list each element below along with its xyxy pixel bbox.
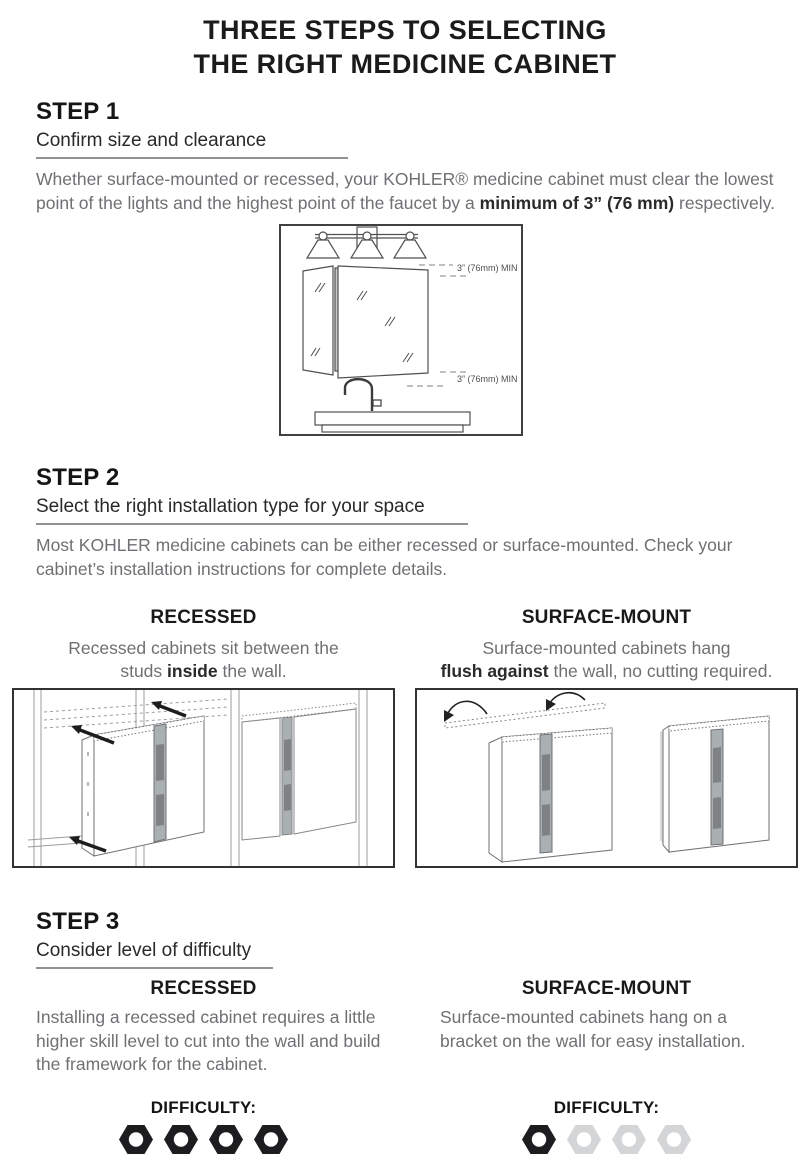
difficulty-label: DIFFICULTY: [150,1098,257,1117]
step1-subtitle: Confirm size and clearance [36,130,267,151]
difficulty-nut-row [415,1125,798,1154]
step2-recessed-column [12,607,395,683]
hex-nut-icon [657,1125,691,1154]
hex-nut-icon [209,1125,243,1154]
recessed-title-step3: RECESSED [150,978,257,999]
page-title-line2: THE RIGHT MEDICINE CABINET [193,49,617,79]
surface-difficulty-rating [415,1098,798,1154]
vanity-light-fixture-icon [307,227,426,258]
step3-heading: STEP 3 [36,908,120,935]
hex-nut-icon [164,1125,198,1154]
surface-mount-title-step3: SURFACE-MOUNT [521,978,692,999]
recessed-illustration [12,688,395,868]
clearance-diagram-drawing [281,226,521,434]
hex-nut-icon [254,1125,288,1154]
surface-mount-illustration-drawing [417,690,796,866]
step3-section [36,909,798,969]
recessed-difficulty-rating [12,1098,395,1154]
surface-mount-illustration [415,688,798,868]
page-title [0,13,810,81]
difficulty-label: DIFFICULTY: [553,1098,660,1117]
step1-underline [36,157,348,159]
step2-heading: STEP 2 [36,464,120,491]
medicine-cabinet-drawing [303,266,428,378]
clearance-label-top: 3” (76mm) MIN [457,263,518,273]
difficulty-nut-row [12,1125,395,1154]
hex-nut-icon [567,1125,601,1154]
step3-underline [36,967,273,969]
step2-underline [36,523,468,525]
step1-section [36,99,798,215]
step3-surface-column [415,978,798,1000]
step2-section [36,465,798,581]
hex-nut-icon [522,1125,556,1154]
sink-counter-drawing [315,412,470,432]
surface-difficulty-description: Surface-mounted cabinets hang on a bracket on the wall for easy installation. [440,1007,746,1051]
recessed-difficulty-description: Installing a recessed cabinet requires a little higher skill level to cut into the wall and build the framework for the cabinet. [36,1007,381,1074]
surface-mount-title: SURFACE-MOUNT [521,607,692,628]
recessed-description: Recessed cabinets sit between the studs inside the wall. [68,638,339,681]
step3-recessed-column [12,978,395,1000]
step2-body: Most KOHLER medicine cabinets can be either recessed or surface-mounted. Check your cabinet’s installation instructions for complete details. [36,535,733,579]
surface-cabinet-installed [660,716,769,852]
step3-subtitle: Consider level of difficulty [36,940,252,961]
step2-surface-column [415,607,798,683]
surface-mount-description: Surface-mounted cabinets hang flush against the wall, no cutting required. [440,638,773,681]
hex-nut-icon [612,1125,646,1154]
step1-heading: STEP 1 [36,98,120,125]
recessed-illustration-drawing [14,690,393,866]
surface-cabinet-hanging [489,728,612,862]
mounting-bracket-rail [445,703,605,728]
step2-subtitle: Select the right installation type for your space [36,496,425,517]
recessed-title: RECESSED [150,607,257,628]
step1-body: Whether surface-mounted or recessed, your KOHLER® medicine cabinet must clear the lowest point of the lights and the highest point of the faucet by a minimum of 3” (76 mm) respectively. [36,169,775,213]
page-title-line1: THREE STEPS TO SELECTING [203,15,607,45]
clearance-label-bottom: 3” (76mm) MIN [457,374,518,384]
installed-recessed-cabinet [242,703,356,840]
clearance-diagram [279,224,523,436]
hex-nut-icon [119,1125,153,1154]
faucet-icon [345,379,381,411]
